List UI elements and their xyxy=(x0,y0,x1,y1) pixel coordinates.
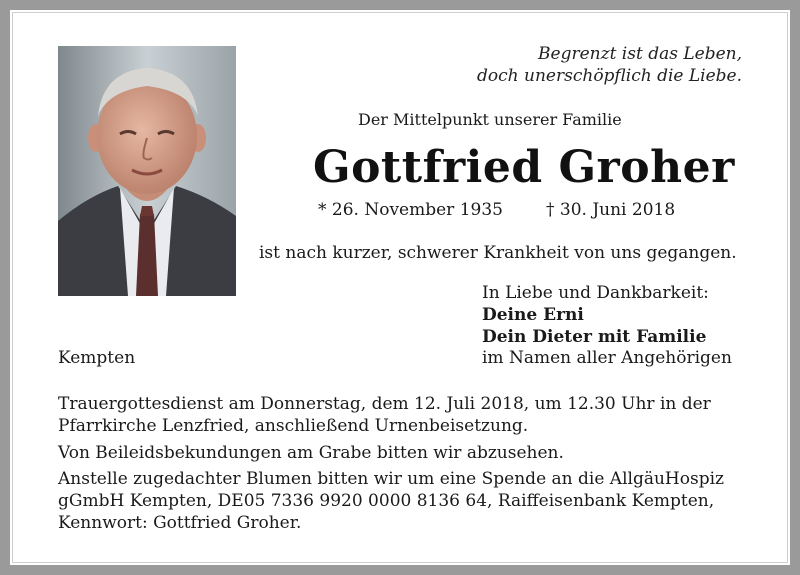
signatory-line-2: Deine Erni xyxy=(482,305,584,325)
donation-paragraph: Anstelle zugedachter Blumen bitten wir um eine Spende an die AllgäuHospiz gGmbH Kempten, DE05 7336 9920 0000 8136 64, Raiffeisenbank Kempten, Kennwort: Gottfried Groher. xyxy=(58,469,724,533)
place-name: Kempten xyxy=(58,348,136,368)
signatory-line-3: Dein Dieter mit Familie xyxy=(482,327,707,347)
intro-text: Der Mittelpunkt unserer Familie xyxy=(358,110,622,129)
death-date: † 30. Juni 2018 xyxy=(546,200,676,220)
verse-line-2: doch unerschöpflich die Liebe. xyxy=(477,66,742,86)
portrait-illustration xyxy=(58,46,236,296)
portrait-photo xyxy=(58,46,236,296)
signatory-line-4: im Namen aller Angehörigen xyxy=(482,348,732,368)
passing-text: ist nach kurzer, schwerer Krankheit von uns gegangen. xyxy=(259,243,737,263)
service-paragraph: Trauergottesdienst am Donnerstag, dem 12. Juli 2018, um 12.30 Uhr in der Pfarrkirche Lenzfried, anschließend Urnenbeisetzung. xyxy=(58,394,711,436)
verse-line-1: Begrenzt ist das Leben, xyxy=(538,44,742,64)
signatory-line-1: In Liebe und Dankbarkeit: xyxy=(482,283,709,303)
condolences-paragraph: Von Beileidsbekundungen am Grabe bitten wir abzusehen. xyxy=(58,443,564,463)
deceased-name: Gottfried Groher xyxy=(313,142,735,193)
birth-date: * 26. November 1935 xyxy=(318,200,503,220)
